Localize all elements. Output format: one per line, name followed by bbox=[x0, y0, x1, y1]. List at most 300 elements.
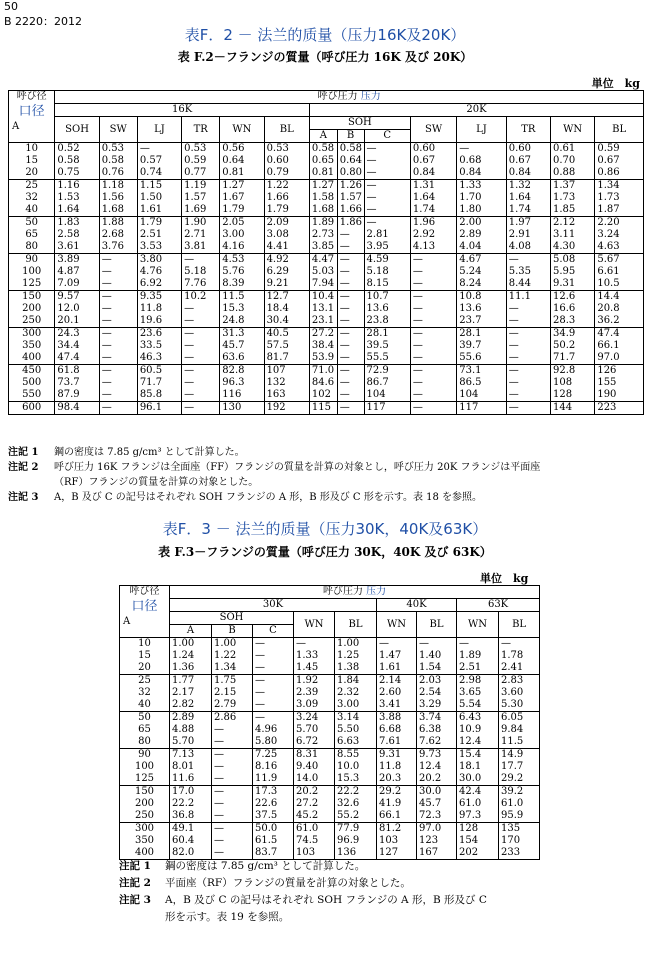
mass-cell: 1.64 bbox=[55, 204, 99, 217]
mass-cell: 22.2 bbox=[335, 786, 377, 799]
table-row bbox=[9, 315, 644, 328]
mass-cell: 1.00 bbox=[335, 638, 377, 651]
mass-cell: 0.84 bbox=[506, 167, 550, 180]
mass-cell: 2.41 bbox=[499, 662, 540, 675]
mass-cell: 12.7 bbox=[264, 291, 309, 304]
nominal-size-cell: 20 bbox=[9, 167, 55, 180]
nominal-size-cell: 250 bbox=[120, 810, 170, 823]
mass-cell: 9.84 bbox=[499, 724, 540, 736]
mass-cell: 23.6 bbox=[137, 328, 181, 341]
mass-cell: 1.70 bbox=[457, 192, 506, 204]
table2-col-tr: TR bbox=[182, 117, 220, 143]
table3-notes bbox=[119, 858, 549, 926]
mass-cell: 4.30 bbox=[551, 241, 595, 254]
mass-cell: 2.86 bbox=[212, 712, 253, 725]
mass-cell: 1.77 bbox=[170, 675, 212, 688]
mass-cell: 163 bbox=[264, 389, 309, 402]
mass-cell: 0.60 bbox=[410, 143, 456, 156]
mass-cell: 107 bbox=[264, 365, 309, 378]
mass-cell: 5.70 bbox=[170, 736, 212, 749]
mass-cell: — bbox=[212, 823, 253, 836]
mass-cell: 1.57 bbox=[337, 192, 364, 204]
mass-cell: 2.79 bbox=[212, 699, 253, 712]
table2-note-text: 鋼の密度は 7.85 g/cm³ として計算した。 bbox=[54, 447, 245, 458]
table2-col-sw-20k: SW bbox=[410, 117, 456, 143]
nominal-size-cell: 20 bbox=[120, 662, 170, 675]
table-row bbox=[9, 291, 644, 304]
mass-cell: 1.86 bbox=[337, 217, 364, 230]
mass-cell: 126 bbox=[595, 365, 644, 378]
mass-cell: 24.8 bbox=[220, 315, 264, 328]
mass-cell: — bbox=[410, 402, 456, 415]
table-row bbox=[9, 352, 644, 365]
table2-col-soh-a: A bbox=[309, 130, 337, 143]
mass-cell: 23.7 bbox=[457, 315, 506, 328]
mass-cell: 0.59 bbox=[182, 155, 220, 167]
mass-cell: — bbox=[364, 192, 410, 204]
nominal-size-cell: 10 bbox=[9, 143, 55, 156]
table2-col-bl-20k: BL bbox=[595, 117, 644, 143]
table2-col-soh-b: B bbox=[337, 130, 364, 143]
mass-cell: — bbox=[182, 352, 220, 365]
mass-cell: 1.58 bbox=[309, 192, 337, 204]
nominal-size-cell: 40 bbox=[120, 699, 170, 712]
mass-cell: — bbox=[212, 786, 253, 799]
mass-cell: — bbox=[337, 266, 364, 278]
mass-cell: 30.4 bbox=[264, 315, 309, 328]
mass-cell: — bbox=[212, 761, 253, 773]
mass-cell: — bbox=[99, 402, 137, 415]
table-row bbox=[9, 377, 644, 389]
mass-cell: 39.7 bbox=[457, 340, 506, 352]
mass-cell: 45.2 bbox=[294, 810, 335, 823]
mass-cell: 0.53 bbox=[264, 143, 309, 156]
mass-cell: 0.64 bbox=[220, 155, 264, 167]
mass-cell: — bbox=[364, 217, 410, 230]
mass-cell: 5.03 bbox=[309, 266, 337, 278]
mass-cell: 1.66 bbox=[264, 192, 309, 204]
mass-cell: 95.9 bbox=[499, 810, 540, 823]
table2-header-pressure: 呼び圧力 bbox=[317, 91, 358, 102]
mass-cell: 28.1 bbox=[364, 328, 410, 341]
mass-cell: — bbox=[410, 352, 456, 365]
mass-cell: 6.43 bbox=[457, 712, 499, 725]
nominal-size-cell: 450 bbox=[9, 365, 55, 378]
mass-cell: 0.67 bbox=[595, 155, 644, 167]
mass-cell: 1.73 bbox=[595, 192, 644, 204]
mass-cell: 2.89 bbox=[170, 712, 212, 725]
mass-cell: 4.13 bbox=[410, 241, 456, 254]
nominal-size-cell: 250 bbox=[9, 315, 55, 328]
table3-col-bl-40k: BL bbox=[417, 612, 457, 638]
mass-cell: 2.03 bbox=[417, 675, 457, 688]
mass-cell: 1.88 bbox=[99, 217, 137, 230]
mass-cell: 1.34 bbox=[595, 180, 644, 193]
mass-cell: — bbox=[410, 303, 456, 315]
mass-cell: 23.1 bbox=[309, 315, 337, 328]
mass-cell: 32.6 bbox=[335, 798, 377, 810]
table3-japanese-title: 表 F.3－フランジの質量（呼び圧力 30K，40K 及び 63K） bbox=[158, 545, 492, 559]
mass-cell: — bbox=[99, 291, 137, 304]
mass-cell: 3.76 bbox=[99, 241, 137, 254]
mass-cell: 10.7 bbox=[364, 291, 410, 304]
table2-note-label: 注記 2 bbox=[8, 462, 39, 473]
mass-cell: 8.44 bbox=[506, 278, 550, 291]
table-row bbox=[9, 241, 644, 254]
mass-cell: — bbox=[337, 352, 364, 365]
mass-cell: 1.45 bbox=[294, 662, 335, 675]
mass-cell: 103 bbox=[294, 847, 335, 860]
mass-cell: — bbox=[506, 402, 550, 415]
mass-cell: 0.56 bbox=[220, 143, 264, 156]
table-row bbox=[9, 204, 644, 217]
mass-cell: 1.73 bbox=[551, 192, 595, 204]
mass-cell: — bbox=[506, 315, 550, 328]
table2-col-bl: BL bbox=[264, 117, 309, 143]
mass-cell: 4.87 bbox=[55, 266, 99, 278]
mass-cell: 0.88 bbox=[551, 167, 595, 180]
mass-cell: 61.0 bbox=[457, 798, 499, 810]
mass-cell: 47.4 bbox=[55, 352, 99, 365]
mass-cell: 0.76 bbox=[99, 167, 137, 180]
mass-cell: 3.24 bbox=[294, 712, 335, 725]
mass-cell: 46.3 bbox=[137, 352, 181, 365]
mass-cell: 0.58 bbox=[337, 143, 364, 156]
nominal-size-cell: 50 bbox=[120, 712, 170, 725]
table3-note-text: 平面座（RF）フランジの質量を計算の対象とした。 bbox=[165, 877, 411, 889]
table-row bbox=[9, 389, 644, 402]
mass-cell: 1.61 bbox=[137, 204, 181, 217]
table3-col-soh-b: B bbox=[212, 625, 253, 638]
mass-cell: 60.5 bbox=[137, 365, 181, 378]
mass-cell: — bbox=[253, 675, 294, 688]
mass-cell: — bbox=[182, 303, 220, 315]
mass-cell: — bbox=[410, 291, 456, 304]
mass-cell: 1.47 bbox=[377, 650, 417, 662]
mass-cell: 3.08 bbox=[264, 229, 309, 241]
mass-cell: 1.34 bbox=[212, 662, 253, 675]
mass-cell: 0.80 bbox=[337, 167, 364, 180]
mass-cell: 8.01 bbox=[170, 761, 212, 773]
mass-cell: 2.73 bbox=[309, 229, 337, 241]
nominal-size-cell: 150 bbox=[9, 291, 55, 304]
table-row bbox=[9, 365, 644, 378]
mass-cell: 10.5 bbox=[595, 278, 644, 291]
mass-cell: 9.57 bbox=[55, 291, 99, 304]
mass-cell: 3.00 bbox=[220, 229, 264, 241]
mass-cell: — bbox=[410, 340, 456, 352]
mass-cell: 130 bbox=[220, 402, 264, 415]
mass-cell: 3.88 bbox=[377, 712, 417, 725]
mass-cell: 1.57 bbox=[182, 192, 220, 204]
mass-cell: 92.8 bbox=[551, 365, 595, 378]
nominal-size-cell: 50 bbox=[9, 217, 55, 230]
table3-header-nominal: 呼び径 bbox=[129, 586, 160, 597]
mass-cell: 11.8 bbox=[137, 303, 181, 315]
mass-cell: 3.74 bbox=[417, 712, 457, 725]
mass-cell: 72.9 bbox=[364, 365, 410, 378]
mass-cell: 42.4 bbox=[457, 786, 499, 799]
table3-note-text: 鋼の密度は 7.85 g/cm³ として計算した。 bbox=[165, 860, 366, 872]
table3-chinese-title: 表F．3 － 法兰的质量（压力30K，40K及63K） bbox=[162, 520, 488, 538]
mass-cell: 8.24 bbox=[457, 278, 506, 291]
table2-col-wn-20k: WN bbox=[551, 117, 595, 143]
mass-cell: 1.75 bbox=[212, 675, 253, 688]
nominal-size-cell: 125 bbox=[120, 773, 170, 786]
mass-cell: 0.53 bbox=[182, 143, 220, 156]
table-row bbox=[9, 328, 644, 341]
table-row bbox=[120, 712, 540, 725]
mass-cell: — bbox=[182, 340, 220, 352]
mass-cell: 0.86 bbox=[595, 167, 644, 180]
mass-cell: 0.60 bbox=[506, 143, 550, 156]
mass-cell: 97.0 bbox=[595, 352, 644, 365]
mass-cell: 1.84 bbox=[335, 675, 377, 688]
nominal-size-cell: 65 bbox=[9, 229, 55, 241]
mass-cell: — bbox=[212, 773, 253, 786]
mass-cell: 2.98 bbox=[457, 675, 499, 688]
table2-col-sw: SW bbox=[99, 117, 137, 143]
mass-cell: 18.1 bbox=[457, 761, 499, 773]
mass-cell: 3.85 bbox=[309, 241, 337, 254]
mass-cell: 7.76 bbox=[182, 278, 220, 291]
mass-cell: 81.2 bbox=[377, 823, 417, 836]
mass-cell: 10.8 bbox=[457, 291, 506, 304]
table2-note-text: A，B 及び C の記号はそれぞれ SOH フランジの A 形，B 形及び C 形を示す。表 18 を参照。 bbox=[54, 492, 483, 503]
mass-cell: 2.09 bbox=[264, 217, 309, 230]
table2-col-lj: LJ bbox=[137, 117, 181, 143]
mass-cell: — bbox=[99, 254, 137, 267]
mass-cell: — bbox=[364, 143, 410, 156]
mass-cell: — bbox=[506, 377, 550, 389]
mass-cell: 5.30 bbox=[499, 699, 540, 712]
mass-cell: 0.65 bbox=[309, 155, 337, 167]
mass-cell: — bbox=[253, 687, 294, 699]
mass-cell: 1.54 bbox=[417, 662, 457, 675]
table-row bbox=[120, 687, 540, 699]
mass-cell: 1.80 bbox=[457, 204, 506, 217]
mass-cell: 233 bbox=[499, 847, 540, 860]
mass-cell: — bbox=[364, 204, 410, 217]
mass-cell: 50.0 bbox=[253, 823, 294, 836]
table2-size-unit: A bbox=[12, 121, 20, 132]
mass-cell: 55.6 bbox=[457, 352, 506, 365]
mass-cell: — bbox=[457, 638, 499, 651]
table2-col-tr-20k: TR bbox=[506, 117, 550, 143]
table2-col-soh: SOH bbox=[55, 117, 99, 143]
mass-cell: 1.15 bbox=[137, 180, 181, 193]
mass-cell: 73.7 bbox=[55, 377, 99, 389]
mass-cell: 16.6 bbox=[551, 303, 595, 315]
mass-cell: 3.80 bbox=[137, 254, 181, 267]
table-row bbox=[120, 675, 540, 688]
mass-cell: 14.0 bbox=[294, 773, 335, 786]
mass-cell: 29.2 bbox=[377, 786, 417, 799]
table-row bbox=[9, 167, 644, 180]
mass-cell: 1.79 bbox=[220, 204, 264, 217]
table3-size-unit: A bbox=[123, 616, 131, 627]
nominal-size-cell: 25 bbox=[120, 675, 170, 688]
nominal-size-cell: 125 bbox=[9, 278, 55, 291]
mass-cell: — bbox=[99, 266, 137, 278]
table-row bbox=[120, 835, 540, 847]
mass-cell: 1.83 bbox=[55, 217, 99, 230]
mass-cell: 1.68 bbox=[99, 204, 137, 217]
table3-col-soh-c: C bbox=[253, 625, 294, 638]
mass-cell: — bbox=[410, 377, 456, 389]
mass-cell: 38.4 bbox=[309, 340, 337, 352]
nominal-size-cell: 25 bbox=[9, 180, 55, 193]
mass-cell: — bbox=[417, 638, 457, 651]
mass-cell: 2.83 bbox=[499, 675, 540, 688]
mass-cell: 103 bbox=[377, 835, 417, 847]
standard-number: B 2220：2012 bbox=[4, 15, 83, 28]
mass-cell: 202 bbox=[457, 847, 499, 860]
mass-cell: 1.26 bbox=[337, 180, 364, 193]
nominal-size-cell: 150 bbox=[120, 786, 170, 799]
table-row bbox=[120, 773, 540, 786]
table3-header-pressure-cn: 压力 bbox=[366, 586, 387, 597]
mass-cell: 4.16 bbox=[220, 241, 264, 254]
mass-cell: 6.92 bbox=[137, 278, 181, 291]
mass-cell: 5.18 bbox=[182, 266, 220, 278]
table-row bbox=[120, 736, 540, 749]
mass-cell: — bbox=[337, 229, 364, 241]
mass-cell: 14.9 bbox=[499, 749, 540, 762]
mass-cell: 170 bbox=[499, 835, 540, 847]
mass-cell: 0.81 bbox=[309, 167, 337, 180]
mass-cell: 39.2 bbox=[499, 786, 540, 799]
mass-cell: 1.37 bbox=[551, 180, 595, 193]
mass-cell: 1.50 bbox=[137, 192, 181, 204]
mass-cell: 0.74 bbox=[137, 167, 181, 180]
table3-note-text: 形を示す。表 19 を参照。 bbox=[165, 911, 290, 923]
mass-cell: 96.9 bbox=[335, 835, 377, 847]
mass-cell: — bbox=[364, 180, 410, 193]
nominal-size-cell: 90 bbox=[9, 254, 55, 267]
mass-cell: 1.38 bbox=[335, 662, 377, 675]
nominal-size-cell: 100 bbox=[9, 266, 55, 278]
mass-cell: — bbox=[137, 143, 181, 156]
mass-cell: 50.2 bbox=[551, 340, 595, 352]
table3-header-63k: 63K bbox=[457, 599, 540, 612]
table2-note-text: （RF）フランジの質量を計算の対象とした。 bbox=[54, 477, 259, 488]
mass-cell: — bbox=[506, 365, 550, 378]
mass-cell: 82.8 bbox=[220, 365, 264, 378]
mass-cell: — bbox=[506, 389, 550, 402]
mass-cell: — bbox=[506, 328, 550, 341]
mass-cell: — bbox=[212, 798, 253, 810]
mass-cell: — bbox=[182, 377, 220, 389]
mass-cell: 1.74 bbox=[410, 204, 456, 217]
mass-cell: 1.67 bbox=[220, 192, 264, 204]
mass-cell: 0.67 bbox=[506, 155, 550, 167]
mass-cell: — bbox=[99, 365, 137, 378]
mass-cell: 6.63 bbox=[335, 736, 377, 749]
mass-cell: 10.4 bbox=[309, 291, 337, 304]
mass-cell: 53.9 bbox=[309, 352, 337, 365]
mass-cell: 116 bbox=[220, 389, 264, 402]
mass-cell: 9.31 bbox=[377, 749, 417, 762]
table3-header-30k: 30K bbox=[170, 599, 377, 612]
mass-cell: 2.39 bbox=[294, 687, 335, 699]
mass-cell: 1.16 bbox=[55, 180, 99, 193]
mass-cell: 5.80 bbox=[253, 736, 294, 749]
nominal-size-cell: 40 bbox=[9, 204, 55, 217]
mass-cell: — bbox=[337, 315, 364, 328]
mass-cell: — bbox=[212, 736, 253, 749]
mass-cell: 0.75 bbox=[55, 167, 99, 180]
mass-cell: 0.84 bbox=[410, 167, 456, 180]
nominal-size-cell: 200 bbox=[120, 798, 170, 810]
table-row bbox=[9, 217, 644, 230]
mass-cell: — bbox=[337, 328, 364, 341]
mass-cell: — bbox=[212, 835, 253, 847]
mass-cell: 96.1 bbox=[137, 402, 181, 415]
mass-cell: 2.00 bbox=[457, 217, 506, 230]
mass-cell: 1.27 bbox=[220, 180, 264, 193]
mass-cell: 4.88 bbox=[170, 724, 212, 736]
mass-cell: — bbox=[182, 389, 220, 402]
mass-cell: — bbox=[212, 810, 253, 823]
mass-cell: 22.2 bbox=[170, 798, 212, 810]
mass-cell: 1.19 bbox=[182, 180, 220, 193]
mass-cell: — bbox=[506, 340, 550, 352]
mass-cell: — bbox=[337, 303, 364, 315]
mass-cell: 27.2 bbox=[309, 328, 337, 341]
page-number: 50 bbox=[4, 0, 18, 13]
mass-cell: 144 bbox=[551, 402, 595, 415]
table-row bbox=[120, 724, 540, 736]
mass-cell: 7.09 bbox=[55, 278, 99, 291]
mass-cell: 2.51 bbox=[457, 662, 499, 675]
mass-cell: 7.13 bbox=[170, 749, 212, 762]
mass-cell: — bbox=[294, 638, 335, 651]
mass-cell: 28.3 bbox=[551, 315, 595, 328]
mass-cell: 6.38 bbox=[417, 724, 457, 736]
mass-cell: 0.68 bbox=[457, 155, 506, 167]
mass-cell: 4.59 bbox=[364, 254, 410, 267]
nominal-size-cell: 15 bbox=[120, 650, 170, 662]
mass-cell: 71.7 bbox=[137, 377, 181, 389]
mass-cell: 45.7 bbox=[417, 798, 457, 810]
table-row bbox=[120, 810, 540, 823]
mass-cell: 1.40 bbox=[417, 650, 457, 662]
mass-cell: — bbox=[99, 328, 137, 341]
table2-header-nominal: 呼び径 bbox=[16, 91, 47, 102]
nominal-size-cell: 65 bbox=[120, 724, 170, 736]
mass-cell: — bbox=[410, 266, 456, 278]
mass-cell: 5.54 bbox=[457, 699, 499, 712]
mass-cell: — bbox=[410, 278, 456, 291]
mass-cell: 115 bbox=[309, 402, 337, 415]
mass-cell: 11.8 bbox=[377, 761, 417, 773]
mass-cell: — bbox=[506, 303, 550, 315]
mass-cell: 61.0 bbox=[294, 823, 335, 836]
mass-cell: 15.4 bbox=[457, 749, 499, 762]
mass-cell: 3.00 bbox=[335, 699, 377, 712]
table-row bbox=[9, 143, 644, 156]
mass-cell: 30.0 bbox=[457, 773, 499, 786]
mass-cell: 71.0 bbox=[309, 365, 337, 378]
mass-cell: 132 bbox=[264, 377, 309, 389]
mass-cell: 6.61 bbox=[595, 266, 644, 278]
mass-cell: 33.5 bbox=[137, 340, 181, 352]
mass-cell: 37.5 bbox=[253, 810, 294, 823]
mass-cell: 3.95 bbox=[364, 241, 410, 254]
mass-cell: 10.9 bbox=[457, 724, 499, 736]
table3-header-pressure: 呼び圧力 bbox=[322, 586, 363, 597]
